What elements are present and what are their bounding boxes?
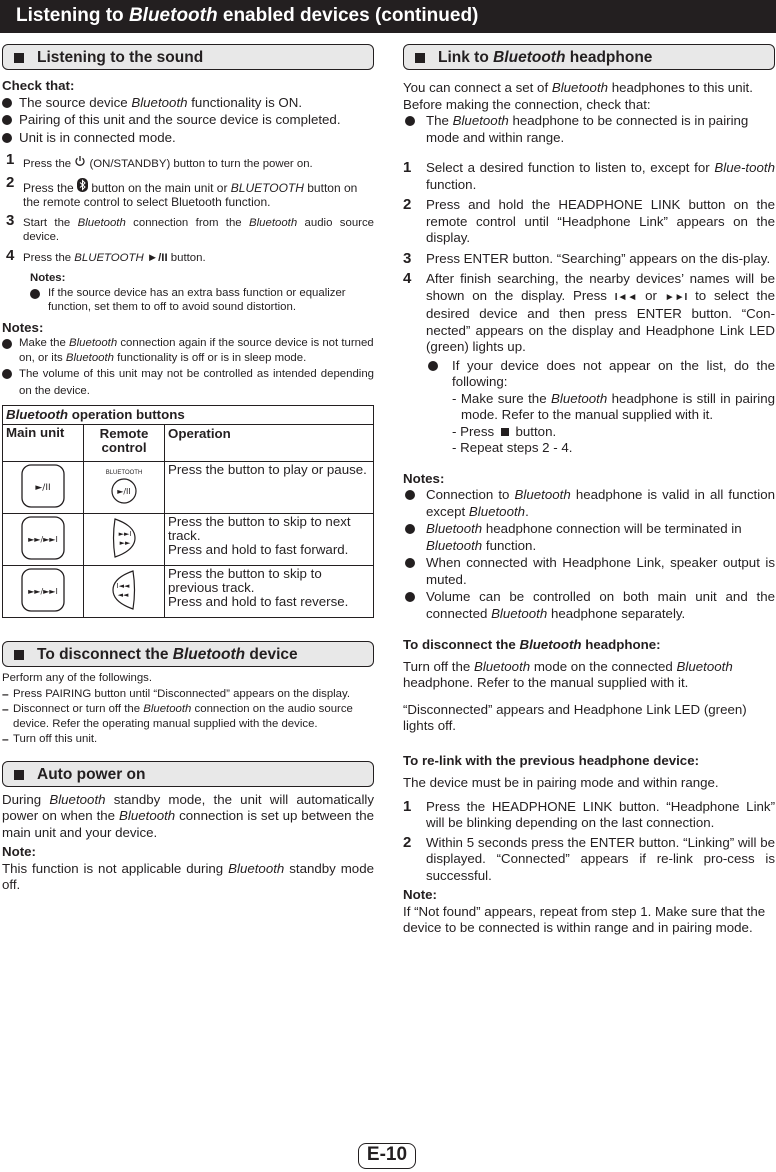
disconnect-intro: Perform any of the followings. (2, 672, 153, 684)
svg-text:►/II: ►/II (35, 483, 51, 493)
step-2: 2 Press the button on the main unit or BLUETOOTH button on the remote control to select Bluetooth function. (6, 173, 358, 209)
relink-note-title: Note: (403, 887, 437, 902)
inner-notes-title: Notes: (30, 272, 66, 284)
operation-text: Press the button to skip to previous track. Press and hold to fast reverse. (165, 566, 374, 618)
auto-note-title: Note: (2, 844, 36, 859)
step-1: 1 Press the (ON/STANDBY) button to turn the power on. (6, 151, 313, 170)
auto-note: This function is not applicable during Bluetooth standby mode off. (2, 860, 374, 892)
bullet-icon (2, 369, 12, 379)
play-pause-icon: ►/II (143, 251, 168, 264)
operation-buttons-table (2, 405, 374, 618)
step-4: 4 After finish searching, the nearby devices’ names will be shown on the display. Press I◄◄ or ►►I to select the desired device and then press ENTER button. “Con-nected” appears on the display and Headphone Link LED (green) lights up. (403, 270, 775, 354)
step-2: 2 Press and hold the HEADPHONE LINK button on the remote control until “Headphone Link” appears on the display. (403, 196, 775, 245)
bullet-icon (405, 490, 415, 500)
svg-text:►►/►►I: ►►/►►I (28, 535, 58, 544)
disconnect-headphone-text-2: “Disconnected” appears and Headphone Link LED (green) lights off. (403, 701, 747, 733)
section-heading-disconnect: To disconnect the Bluetooth device (2, 641, 374, 667)
bullet-icon (30, 289, 40, 299)
inner-note: If the source device has an extra bass function or equalizer function, set them to off to avoid sound distortion. (2, 286, 374, 315)
left-column (2, 44, 374, 894)
note-item: Connection to Bluetooth headphone is valid in all function except Bluetooth. (403, 487, 775, 520)
remote-skip-next-icon (109, 516, 139, 560)
relink-note: If “Not found” appears, repeat from step 1. Make sure that the device to be connected is within range and in pairing mode. (403, 903, 766, 935)
note-item: Make the Bluetooth connection again if the source device is not turned on, or its Bluetooth functionality is off or is in sleep mode. (2, 336, 374, 365)
svg-text:I◄◄: I◄◄ (116, 582, 130, 590)
note-item: When connected with Headphone Link, speaker output is muted. (403, 555, 775, 588)
section-heading-sound: Listening to the sound (2, 44, 374, 70)
sub-item: - Repeat steps 2 - 4. (452, 440, 573, 455)
list-item: – Turn off this unit. (2, 732, 98, 746)
bullet-icon (2, 339, 12, 349)
table-row (3, 514, 374, 566)
step-1: 1 Select a desired function to listen to, except for Blue-tooth function. (403, 159, 775, 192)
note-item: Bluetooth headphone connection will be terminated in Bluetooth function. (403, 521, 775, 554)
list-item: The Bluetooth headphone to be connected is in pairing mode and within range. (403, 113, 775, 146)
headphone-intro: You can connect a set of Bluetooth headphones to this unit. Before making the connection, check that: (403, 80, 753, 112)
square-bullet-icon (14, 650, 24, 660)
relink-intro: The device must be in pairing mode and within range. (403, 775, 719, 790)
operation-text: Press the button to skip to next track. Press and hold to fast forward. (165, 514, 374, 566)
square-bullet-icon (415, 53, 425, 63)
power-icon (74, 155, 86, 167)
step-3: 3 Start the Bluetooth connection from the Bluetooth audio source device. (6, 211, 374, 243)
step-4: 4 Press the BLUETOOTH ►/II button. (6, 246, 206, 264)
bullet-icon (405, 524, 415, 534)
skip-previous-button-icon (21, 568, 65, 612)
bullet-icon (405, 592, 415, 602)
bullet-icon (405, 558, 415, 568)
disconnect-headphone-title: To disconnect the Bluetooth headphone: (403, 637, 661, 652)
bullet-icon (2, 115, 12, 125)
right-column (403, 44, 775, 937)
bullet-icon (428, 361, 438, 371)
table-header-operation: Operation (165, 425, 374, 462)
dash-bullet: – (2, 732, 9, 746)
dash-bullet: – (2, 686, 9, 701)
list-item: Unit is in connected mode. (2, 130, 374, 147)
sub-bullet: If your device does not appear on the list, do the following: (403, 358, 775, 391)
table-row (3, 566, 374, 618)
play-pause-button-icon (21, 464, 65, 508)
svg-text:►/II: ►/II (117, 486, 131, 496)
stop-icon (501, 428, 509, 436)
notes-title: Notes: (403, 470, 445, 486)
list-item: – Disconnect or turn off the Bluetooth connection on the audio source device. Refer the operating manual supplied with the device. (2, 702, 353, 730)
relink-step-1: 1 Press the HEADPHONE LINK button. “Headphone Link” will be blinking depending on the last connection. (403, 797, 775, 830)
page-header (0, 0, 776, 33)
previous-icon: I◄◄ (614, 291, 638, 303)
list-item: – Press PAIRING button until “Disconnected” appears on the display. (2, 686, 351, 701)
relink-title: To re-link with the previous headphone device: (403, 752, 700, 768)
skip-next-button-icon (21, 516, 65, 560)
next-icon: ►►I (664, 291, 688, 303)
list-item: The source device Bluetooth functionality is ON. (2, 95, 374, 112)
page-title: Listening to Bluetooth enabled devices (continued) (16, 5, 479, 26)
remote-play-pause-icon (110, 477, 138, 505)
check-that-label: Check that: (2, 78, 75, 93)
bullet-icon (405, 116, 415, 126)
table-title: Bluetooth operation buttons (3, 406, 374, 425)
table-row (3, 462, 374, 514)
page-number: E-10 (358, 1143, 416, 1169)
sub-item: - Make sure the Bluetooth headphone is still in pairing mode. Refer to the manual supplied with it. (452, 390, 776, 422)
bullet-icon (2, 133, 12, 143)
sub-item: - Press button. (452, 423, 557, 439)
disconnect-headphone-text: Turn off the Bluetooth mode on the connected Bluetooth headphone. Refer to the manual supplied with it. (403, 658, 733, 690)
square-bullet-icon (14, 770, 24, 780)
step-3: 3 Press ENTER button. “Searching” appears on the dis-play. (403, 249, 771, 267)
note-item: The volume of this unit may not be controlled as intended depending on the device. (2, 366, 374, 400)
bullet-icon (2, 98, 12, 108)
section-heading-auto-power: Auto power on (2, 761, 374, 787)
note-item: Volume can be controlled on both main unit and the connected Bluetooth headphone separately. (403, 589, 775, 622)
svg-text:►►/►►I: ►►/►►I (28, 587, 58, 596)
bluetooth-icon (77, 178, 88, 192)
remote-skip-previous-icon (109, 568, 139, 612)
notes-title: Notes: (2, 319, 44, 335)
relink-step-2: 2 Within 5 seconds press the ENTER button. “Linking” will be displayed. “Connected” appears if re-link pro-cess is successful. (403, 833, 775, 883)
dash-bullet: – (2, 702, 9, 716)
remote-bluetooth-label: BLUETOOTH (105, 469, 143, 476)
svg-text:◄◄: ◄◄ (117, 591, 129, 599)
svg-text:►►: ►► (119, 539, 131, 547)
square-bullet-icon (14, 53, 24, 63)
table-header-remote: Remote control (84, 425, 165, 462)
table-header-main: Main unit (3, 425, 84, 462)
auto-power-paragraph: During Bluetooth standby mode, the unit will automatically power on when the Bluetooth connection is set up between the main unit and your device. (2, 791, 374, 840)
svg-text:►►I: ►►I (118, 530, 132, 538)
operation-text: Press the button to play or pause. (165, 462, 374, 514)
section-heading-headphone: Link to Bluetooth headphone (403, 44, 775, 70)
list-item: Pairing of this unit and the source device is completed. (2, 112, 374, 129)
